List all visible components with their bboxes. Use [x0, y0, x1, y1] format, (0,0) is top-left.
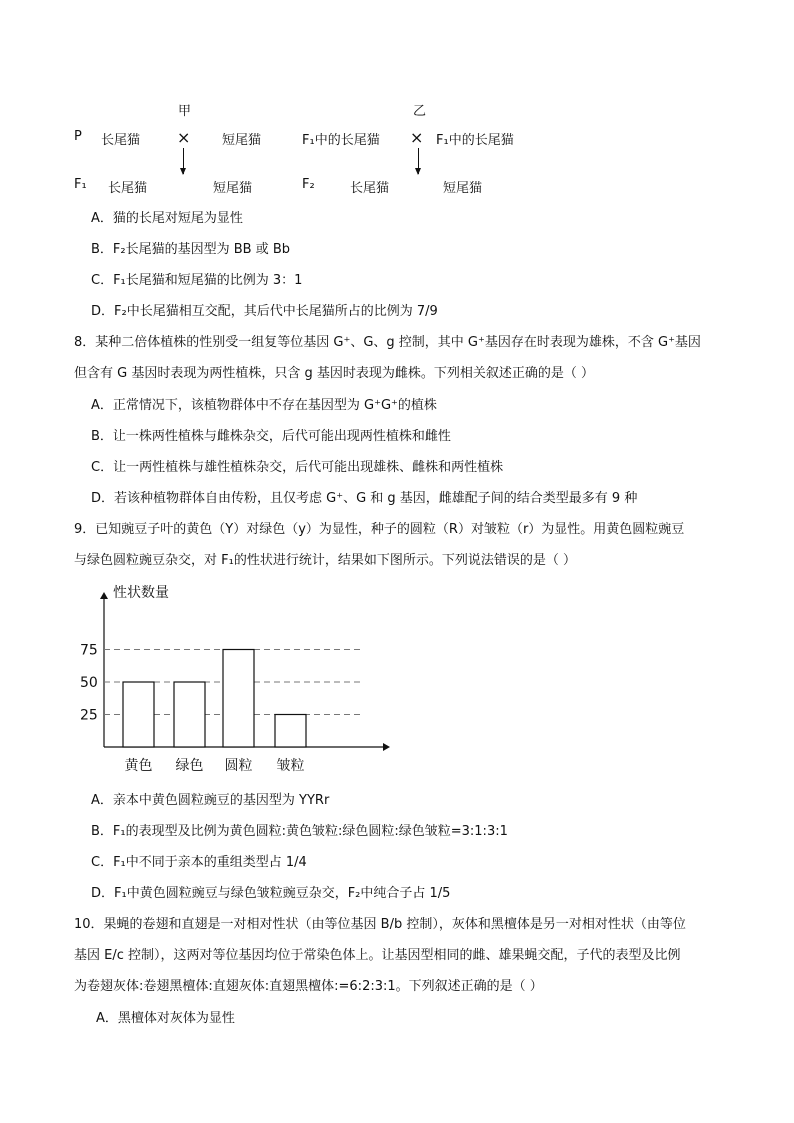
q10-stem-line3: 为卷翅灰体:卷翅黑檀体:直翅灰体:直翅黑檀体:=6:2:3:1。下列叙述正确的是（ ）: [74, 979, 543, 994]
q8-option-c: C．让一两性植株与雄性植株杂交，后代可能出现雄株、雌株和两性植株: [91, 460, 504, 475]
q9-stem-line2: 与绿色圆粒豌豆杂交，对 F₁的性状进行统计，结果如下图所示。下列说法错误的是（ ）: [74, 553, 576, 568]
x-tick-label-4: 皱粒: [276, 758, 305, 774]
y-tick-label-25: 25: [80, 707, 98, 724]
q7-option-a: A．猫的长尾对短尾为显性: [91, 211, 243, 226]
bar-1: [123, 682, 154, 747]
trait-count-bar-chart: [0, 580, 794, 780]
q9-option-a: A．亲本中黄色圆粒豌豆的基因型为 YYRr: [91, 793, 330, 808]
q8-option-b: B．让一株两性植株与雌株杂交，后代可能出现两性植株和雌性: [91, 429, 451, 444]
q8-stem-line2: 但含有 G 基因时表现为两性植株，只含 g 基因时表现为雌株。下列相关叙述正确的是（ ）: [74, 366, 594, 381]
y-tick-label-50: 50: [80, 675, 98, 691]
f1-long-tail-b: F₁中的长尾猫: [436, 133, 514, 148]
bar-4: [275, 715, 306, 748]
q10-option-a: A．黑檀体对灰体为显性: [96, 1011, 235, 1026]
x-tick-label-1: 黄色: [124, 758, 153, 774]
down-arrow-2: [418, 148, 419, 174]
q8-option-a: A．正常情况下，该植物群体中不存在基因型为 G⁺G⁺的植株: [91, 398, 437, 413]
q7-option-b: B．F₂长尾猫的基因型为 BB 或 Bb: [91, 242, 291, 257]
q8-option-d: D．若该种植物群体自由传粉，且仅考虑 G⁺、G 和 g 基因，雌雄配子间的结合类型最多有 9 种: [91, 491, 638, 506]
q10-stem-line1: 10．果蝇的卷翅和直翅是一对相对性状（由等位基因 B/b 控制），灰体和黑檀体是另一对相对性状（由等位: [74, 917, 686, 932]
generation-f2-label: F₂: [302, 177, 315, 192]
cross-symbol-2: ×: [410, 128, 424, 147]
f2-long-tail: 长尾猫: [350, 181, 390, 196]
y-axis-label: 性状数量: [113, 585, 169, 601]
label-yi: 乙: [413, 104, 427, 119]
q7-option-d: D．F₂中长尾猫相互交配，其后代中长尾猫所占的比例为 7/9: [91, 304, 438, 319]
y-tick-label-75: 75: [80, 642, 98, 659]
x-axis-arrowhead: [383, 743, 390, 751]
bar-3: [223, 650, 254, 748]
parent-long-tail: 长尾猫: [101, 133, 141, 148]
f1-short-tail: 短尾猫: [213, 181, 253, 196]
q7-option-c: C．F₁长尾猫和短尾猫的比例为 3：1: [91, 273, 303, 288]
q9-stem-line1: 9．已知豌豆子叶的黄色（Y）对绿色（y）为显性，种子的圆粒（R）对皱粒（r）为显性。用黄色圆粒豌豆: [74, 522, 685, 537]
generation-f1-label: F₁: [74, 177, 87, 192]
parent-short-tail: 短尾猫: [222, 133, 262, 148]
f1-long-tail-a: F₁中的长尾猫: [302, 133, 380, 148]
down-arrow-1: [183, 148, 184, 174]
x-tick-label-2: 绿色: [175, 758, 204, 774]
label-jia: 甲: [178, 104, 192, 119]
x-tick-label-3: 圆粒: [224, 758, 253, 774]
f1-long-tail: 长尾猫: [108, 181, 148, 196]
q9-option-b: B．F₁的表现型及比例为黄色圆粒:黄色皱粒:绿色圆粒:绿色皱粒=3:1:3:1: [91, 824, 508, 839]
q8-stem-line1: 8．某种二倍体植株的性别受一组复等位基因 G⁺、G、g 控制，其中 G⁺基因存在时表现为雄株，不含 G⁺基因: [74, 335, 701, 350]
cross-symbol-1: ×: [177, 128, 191, 147]
q10-stem-line2: 基因 E/c 控制），这两对等位基因均位于常染色体上。让基因型相同的雌、雄果蝇交配，子代的表型及比例: [74, 948, 681, 963]
f2-short-tail: 短尾猫: [443, 181, 483, 196]
bar-2: [174, 682, 205, 747]
q9-option-d: D．F₁中黄色圆粒豌豆与绿色皱粒豌豆杂交，F₂中纯合子占 1/5: [91, 886, 451, 901]
q9-option-c: C．F₁中不同于亲本的重组类型占 1/4: [91, 855, 307, 870]
generation-p-label: P: [74, 129, 82, 144]
y-axis-arrowhead: [100, 592, 108, 599]
